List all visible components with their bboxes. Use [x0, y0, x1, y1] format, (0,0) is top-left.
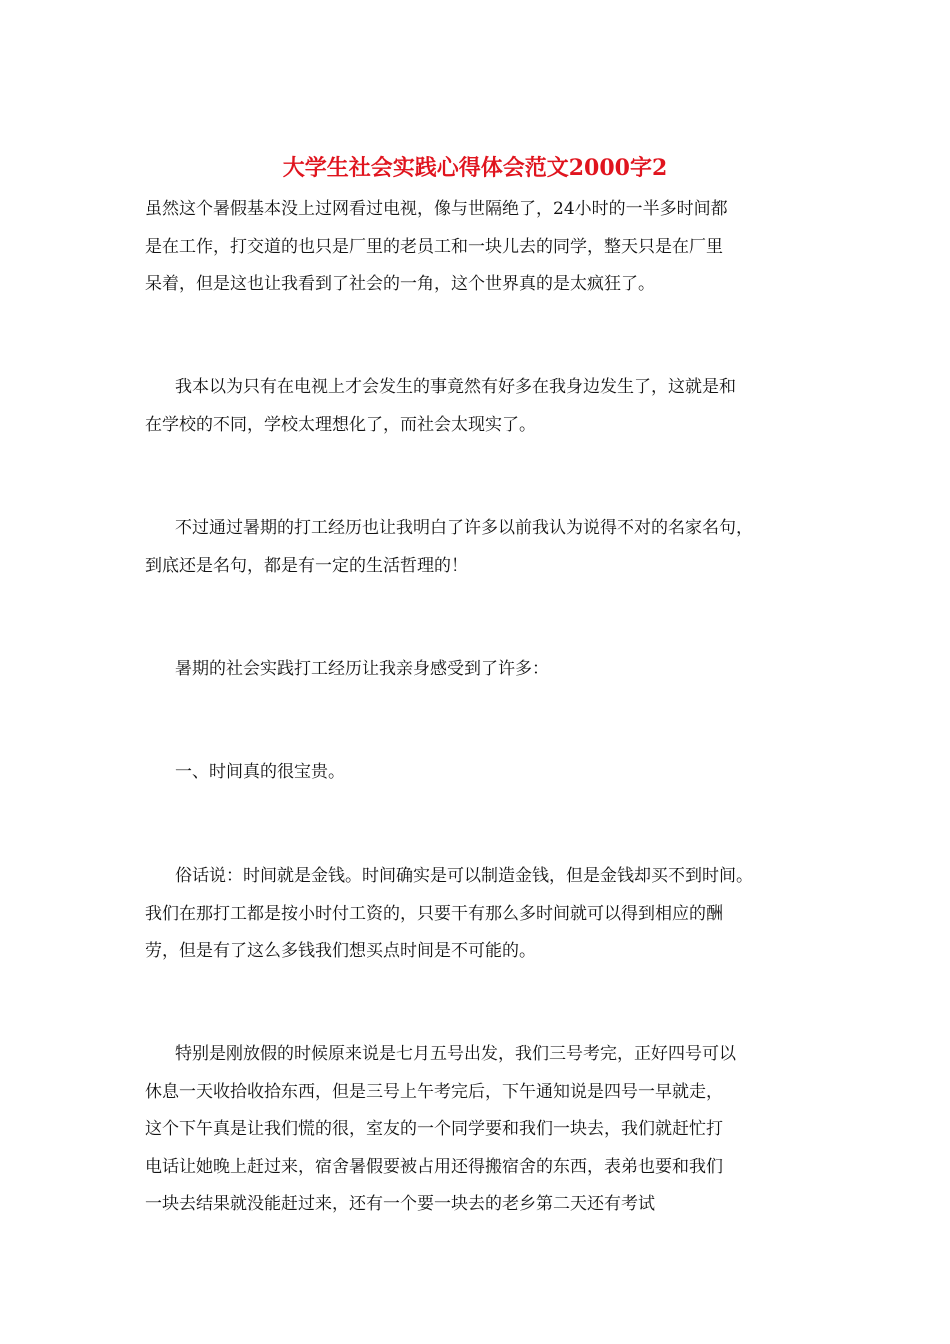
paragraph-line: 劳，但是有了这么多钱我们想买点时间是不可能的。	[145, 941, 536, 961]
paragraph-6	[145, 1036, 825, 1224]
paragraph-line: 虽然这个暑假基本没上过网看过电视，像与世隔绝了，24小时的一半多时间都	[145, 199, 728, 219]
paragraph-2	[145, 369, 825, 444]
paragraph-line: 不过通过暑期的打工经历也让我明白了许多以前我认为说得不对的名家名句，	[175, 518, 753, 538]
section-heading-1	[145, 754, 825, 792]
paragraph-line: 到底还是名句，都是有一定的生活哲理的！	[145, 555, 468, 576]
paragraph-4	[145, 651, 825, 689]
paragraph-line: 呆着，但是这也让我看到了社会的一角，这个世界真的是太疯狂了。	[145, 274, 655, 294]
paragraph-line: 暑期的社会实践打工经历让我亲身感受到了许多：	[175, 659, 549, 679]
paragraph-line: 我本以为只有在电视上才会发生的事竟然有好多在我身边发生了，这就是和	[175, 377, 736, 397]
paragraph-line: 在学校的不同，学校太理想化了，而社会太现实了。	[145, 414, 536, 435]
paragraph-line: 休息一天收拾收拾东西，但是三号上午考完后，下午通知说是四号一早就走，	[145, 1081, 723, 1102]
section-heading-line: 一、时间真的很宝贵。	[175, 762, 345, 782]
paragraph-5	[145, 858, 825, 971]
paragraph-line: 电话让她晚上赶过来，宿舍暑假要被占用还得搬宿舍的东西，表弟也要和我们	[145, 1156, 723, 1177]
paragraph-line: 俗话说：时间就是金钱。时间确实是可以制造金钱，但是金钱却买不到时间。	[175, 866, 753, 886]
paragraph-line: 一块去结果就没能赶过来，还有一个要一块去的老乡第二天还有考试	[145, 1194, 655, 1214]
document-title: 大学生社会实践心得体会范文2000字2	[282, 155, 668, 181]
paragraph-line: 这个下午真是让我们慌的很，室友的一个同学要和我们一块去，我们就赶忙打	[145, 1119, 723, 1139]
paragraph-line: 是在工作，打交道的也只是厂里的老员工和一块儿去的同学，整天只是在厂里	[145, 236, 723, 257]
paragraph-line: 特别是刚放假的时候原来说是七月五号出发，我们三号考完，正好四号可以	[175, 1044, 736, 1064]
paragraph-3	[145, 510, 825, 585]
paragraph-line: 我们在那打工都是按小时付工资的，只要干有那么多时间就可以得到相应的酬	[145, 903, 723, 924]
paragraph-1	[145, 191, 825, 304]
